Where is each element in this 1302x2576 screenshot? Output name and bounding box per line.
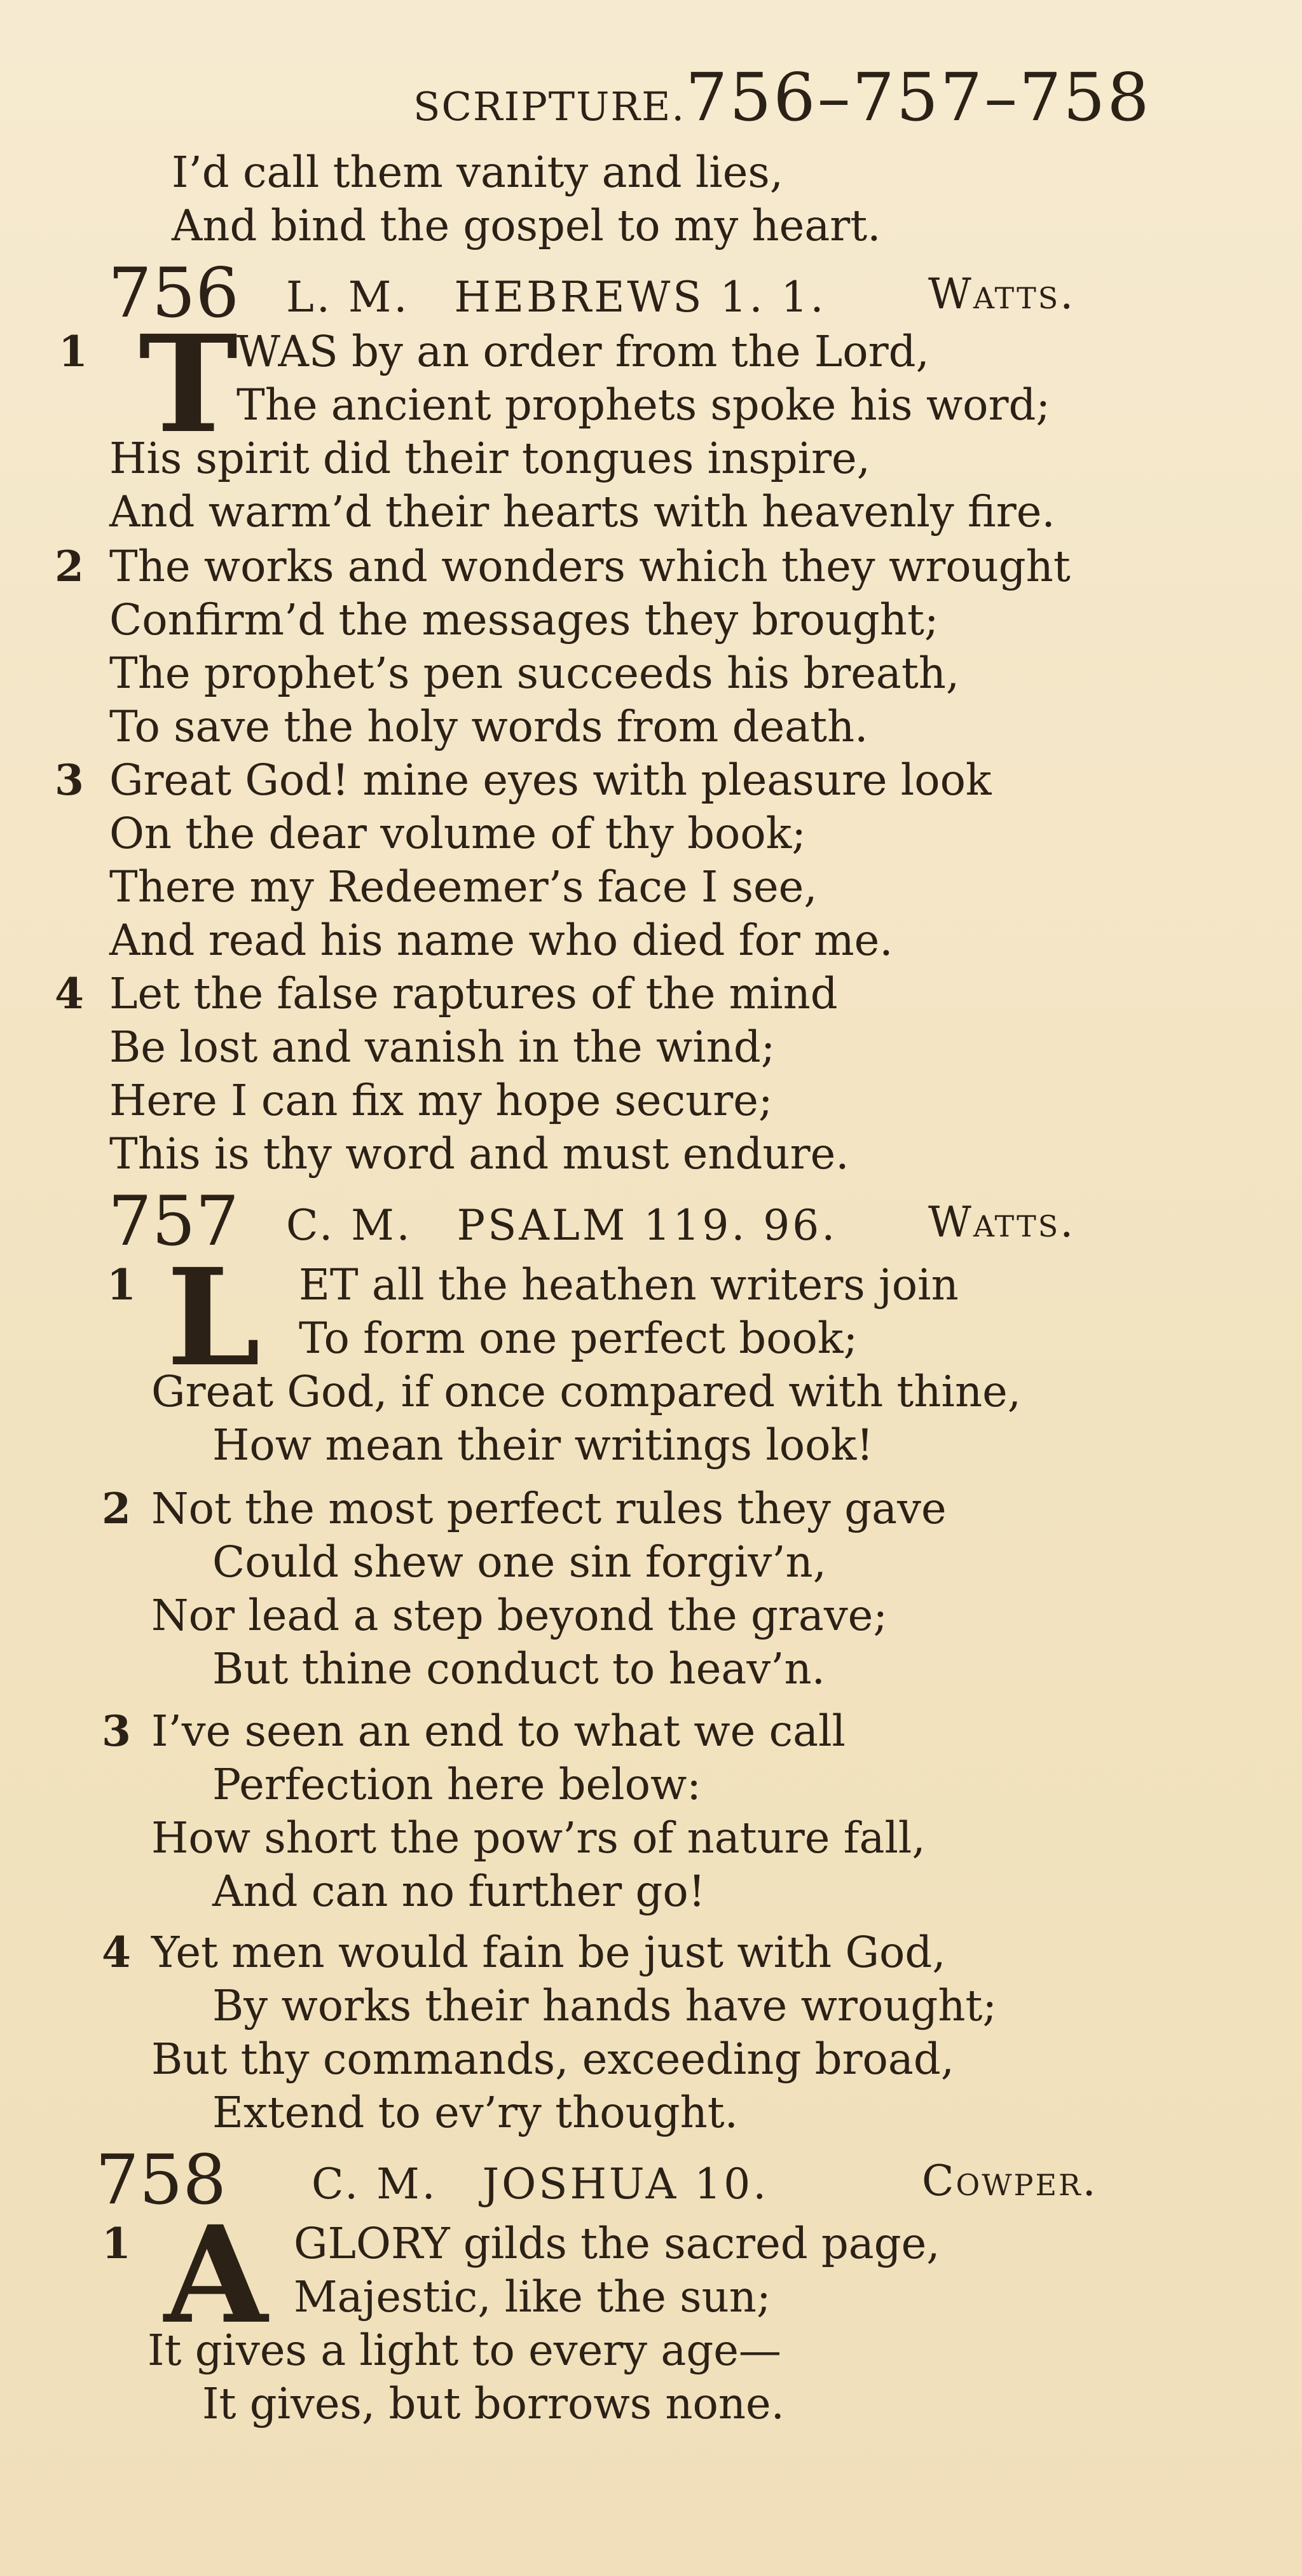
verse-number: 4 [55, 969, 84, 1018]
verse-line: The works and wonders which they wrought [109, 542, 1071, 591]
drop-cap: T [139, 306, 238, 463]
verse-number: 2 [102, 1484, 131, 1533]
verse-line: How mean their writings look! [212, 1420, 874, 1470]
verse-line: To form one perfect book; [299, 1313, 858, 1363]
verse-number: 3 [55, 755, 84, 805]
verse-line: Not the most perfect rules they gave [151, 1484, 947, 1533]
hymn-reference: JOSHUA 10. [482, 2160, 769, 2209]
verse-line: It gives a light to every age— [147, 2326, 781, 2375]
verse-line: On the dear volume of thy book; [109, 809, 806, 858]
hymn-reference: HEBREWS 1. 1. [454, 273, 826, 322]
hymn-author: Watts. [928, 1198, 1076, 1247]
verse-number: 1 [107, 1260, 136, 1310]
verse-line: And warm’d their hearts with heavenly fire. [109, 487, 1055, 537]
drop-cap: L [167, 1239, 261, 1396]
verse-line: I’ve seen an end to what we call [151, 1706, 846, 1756]
verse-number: 2 [55, 542, 84, 591]
verse-line: Great God, if once compared with thine, [151, 1367, 1022, 1416]
verse-number: 1 [102, 2219, 131, 2268]
hymn-meter: L. M. [286, 273, 410, 322]
verse-number: 1 [58, 327, 88, 376]
hymn-number: 758 [95, 2141, 227, 2220]
drop-cap: A [164, 2196, 268, 2353]
verse-line: Yet men would fain be just with God, [151, 1928, 946, 1977]
hymn-author: Watts. [928, 270, 1076, 319]
verse-line: Be lost and vanish in the wind; [109, 1022, 776, 1072]
hymn-meter: C. M. [312, 2160, 438, 2209]
verse-line: There my Redeemer’s face I see, [109, 862, 818, 912]
verse-line: Let the false raptures of the mind [109, 969, 838, 1018]
verse-line: But thine conduct to heav’n. [212, 1644, 825, 1694]
verse-line: Extend to ev’ry thought. [212, 2088, 738, 2137]
verse-line: How short the pow’rs of nature fall, [151, 1813, 926, 1863]
verse-line: Here I can fix my hope secure; [109, 1076, 773, 1125]
verse-line: And read his name who died for me. [109, 915, 893, 965]
verse-number: 3 [102, 1706, 131, 1756]
verse-line: WAS by an order from the Lord, [236, 327, 929, 376]
verse-line: Majestic, like the sun; [294, 2272, 771, 2322]
verse-number: 4 [102, 1928, 131, 1977]
hymn-range: 756–757–758 [685, 58, 1151, 136]
verse-line: Nor lead a step beyond the grave; [151, 1591, 887, 1640]
verse-line: By works their hands have wrought; [212, 1981, 997, 2031]
running-header [413, 58, 1151, 136]
hymn-number: 757 [108, 1182, 240, 1261]
verse-line: The prophet’s pen succeeds his breath, [109, 648, 960, 698]
verse-line: Could shew one sin forgiv’n, [212, 1537, 826, 1587]
verse-line: To save the holy words from death. [109, 702, 868, 751]
verse-line: ET all the heathen writers join [299, 1260, 959, 1310]
running-title: SCRIPTURE. [413, 83, 686, 130]
verse-line: His spirit did their tongues inspire, [109, 434, 870, 483]
hymn-reference: PSALM 119. 96. [456, 1201, 838, 1250]
verse-line: GLORY gilds the sacred page, [294, 2219, 940, 2268]
carryover-line: I’d call them vanity and lies, [172, 147, 784, 197]
hymn-author: Cowper. [922, 2156, 1098, 2205]
hymn-number: 756 [108, 254, 240, 333]
verse-line: It gives, but borrows none. [202, 2379, 785, 2429]
verse-line: But thy commands, exceeding broad, [151, 2034, 955, 2084]
carryover-line: And bind the gospel to my heart. [172, 201, 881, 250]
verse-line: Perfection here below: [212, 1760, 701, 1809]
verse-line: And can no further go! [212, 1867, 706, 1916]
verse-line: Great God! mine eyes with pleasure look [109, 755, 992, 805]
verse-line: Confirm’d the messages they brought; [109, 595, 939, 645]
hymn-meter: C. M. [286, 1201, 413, 1250]
verse-line: This is thy word and must endure. [109, 1129, 849, 1179]
verse-line: The ancient prophets spoke his word; [236, 380, 1051, 430]
